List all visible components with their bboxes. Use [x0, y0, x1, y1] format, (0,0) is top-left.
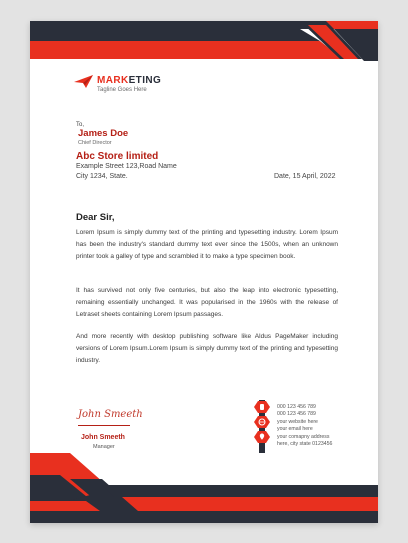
contact-web: your website here your email here [277, 419, 318, 432]
paper-plane-icon [74, 75, 94, 89]
body-paragraph: Lorem Ipsum is simply dummy text of the printing and typesetting industry. Lorem Ipsum has been the industry's standard dummy text ever since the 1500s, when an unknown printer took a galley of type and scrambled it to make a type specimen book. [76, 229, 338, 260]
brand-name: MARKETING [97, 75, 162, 86]
letter-date: Date, 15 April, 2022 [274, 173, 336, 180]
signer-name: John Smeeth [81, 434, 125, 441]
footer-decoration [30, 445, 378, 523]
body-paragraph: It has survived not only five centuries, but also the leap into electronic typesetting, remaining essentially unchanged. It was popularised in the 1960s with the release of Letraset sheets containing Lorem Ipsum passages. [76, 287, 338, 318]
location-icon [254, 431, 270, 443]
phone-icon [254, 401, 270, 413]
signer-title: Manager [93, 444, 115, 450]
address-line: City 1234, State. [76, 173, 128, 180]
globe-icon [254, 416, 270, 428]
letterhead-page [30, 21, 378, 523]
greeting: Dear Sir, [76, 212, 115, 223]
address-line: Example Street 123,Road Name [76, 163, 177, 170]
recipient-title: Chief Director [78, 140, 112, 146]
brand-logo [74, 75, 161, 94]
company-name: Abc Store limited [76, 151, 159, 162]
recipient-name: James Doe [78, 128, 129, 139]
body-paragraph: And more recently with desktop publishing software like Aldus PageMaker including versions of Lorem Ipsum.Lorem Ipsum is simply dummy text of the printing and typesetting industry. [76, 333, 338, 364]
contact-address: your comapny address here, city state 0123456 [277, 434, 333, 447]
to-label: To, [76, 122, 85, 128]
contact-phone: 000 123 456 789 000 123 456 789 [277, 404, 316, 417]
handwritten-signature: John Smeeth [78, 409, 143, 420]
header-decoration [30, 21, 378, 65]
brand-tagline: Tagline Goes Here [97, 87, 147, 93]
signature-line [78, 425, 130, 426]
